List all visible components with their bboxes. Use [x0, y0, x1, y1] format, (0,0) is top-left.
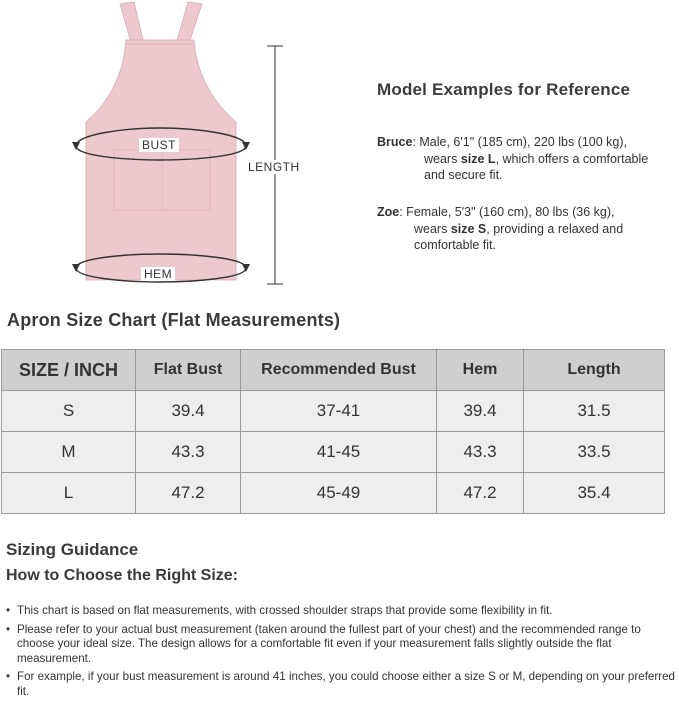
model-zoe-line1: : Female, 5'3" (160 cm), 80 lbs (36 kg),: [399, 205, 615, 219]
table-cell-length: 35.4: [524, 473, 665, 514]
table-cell-hem: 39.4: [437, 391, 524, 432]
header-size-inch: SIZE / INCH: [2, 350, 136, 391]
model-name-bruce: Bruce: [377, 135, 413, 149]
sizing-guidance-title: Sizing Guidance: [6, 540, 139, 559]
model-bruce: [377, 134, 677, 186]
bust-label: BUST: [139, 138, 179, 152]
model-name-zoe: Zoe: [377, 205, 400, 219]
apron-drawing: [60, 0, 300, 292]
list-item-text: For example, if your bust measurement is around 41 inches, you could choose either a size S or M, depending on your preferred fit.: [17, 670, 675, 698]
table-cell-hem: 43.3: [437, 432, 524, 473]
header-length: Length: [524, 350, 665, 391]
list-item-text: Please refer to your actual bust measurement (taken around the fullest part of your chest) and the recommended range to choose your ideal size. The design allows for a comfortable fit even if your measurement falls slightly outside the flat measurement.: [17, 622, 641, 665]
model-zoe-wears: wears: [414, 221, 451, 236]
header-flat-bust: Flat Bust: [136, 350, 241, 391]
length-label: LENGTH: [245, 160, 303, 174]
table-row: [2, 432, 665, 473]
sizing-guidance-subtitle: How to Choose the Right Size:: [6, 567, 238, 584]
bullet-icon: •: [6, 604, 11, 617]
right-strap: [176, 2, 202, 46]
table-cell-recommended-bust: 41-45: [241, 432, 437, 473]
list-item: [6, 623, 678, 667]
bullet-icon: •: [6, 622, 11, 636]
list-item-text: This chart is based on flat measurements, with crossed shoulder straps that provide some flexibility in fit.: [17, 604, 553, 617]
table-cell-flat-bust: 47.2: [136, 473, 241, 514]
hem-arrow-right-icon: [242, 264, 250, 272]
table-cell-size: M: [2, 432, 136, 473]
model-zoe-line3: comfortable fit.: [414, 238, 496, 252]
bust-arrow-left-icon: [72, 142, 80, 150]
table-cell-size: S: [2, 391, 136, 432]
table-cell-length: 31.5: [524, 391, 665, 432]
model-examples-title: Model Examples for Reference: [377, 80, 631, 99]
list-item: [6, 604, 678, 619]
bullet-icon: •: [6, 670, 11, 684]
apron-illustration: [60, 0, 300, 292]
table-row: [2, 391, 665, 432]
table-cell-flat-bust: 39.4: [136, 391, 241, 432]
table-row: [2, 473, 665, 514]
hem-arrow-left-icon: [72, 264, 80, 272]
table-cell-hem: 47.2: [437, 473, 524, 514]
model-zoe: [377, 204, 677, 256]
sizing-guidance-list: [6, 604, 678, 704]
table-cell-size: L: [2, 473, 136, 514]
table-cell-recommended-bust: 37-41: [241, 391, 437, 432]
table-cell-length: 33.5: [524, 432, 665, 473]
model-bruce-line1: : Male, 6'1" (185 cm), 220 lbs (100 kg),: [412, 135, 627, 149]
table-cell-flat-bust: 43.3: [136, 432, 241, 473]
model-zoe-fit: , providing a relaxed and: [486, 221, 624, 236]
list-item: [6, 670, 678, 699]
header-recommended-bust: Recommended Bust: [241, 350, 437, 391]
model-bruce-line3: and secure fit.: [424, 168, 503, 182]
size-chart-table: [1, 349, 665, 514]
model-bruce-wears: wears: [424, 151, 461, 166]
model-zoe-size: size S: [450, 221, 487, 236]
bust-arrow-right-icon: [242, 142, 250, 150]
header-hem: Hem: [437, 350, 524, 391]
table-cell-recommended-bust: 45-49: [241, 473, 437, 514]
hem-label: HEM: [141, 267, 175, 281]
size-chart-title: Apron Size Chart (Flat Measurements): [7, 310, 341, 330]
model-bruce-fit: , which offers a comfortable: [495, 151, 649, 166]
left-strap: [120, 2, 144, 46]
model-bruce-size: size L: [460, 151, 496, 166]
size-chart-header-row: [2, 350, 665, 391]
